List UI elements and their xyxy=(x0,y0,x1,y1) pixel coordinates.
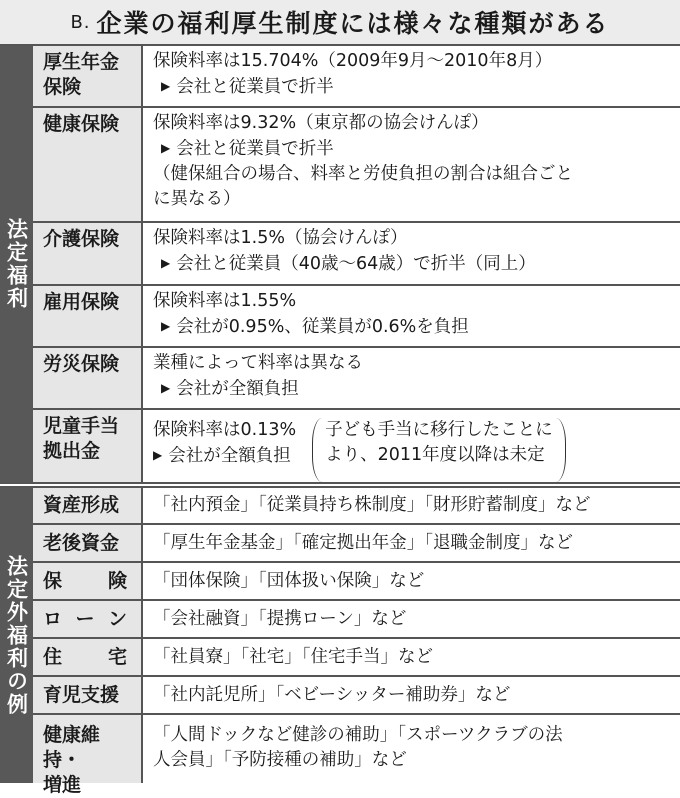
rate-text: 保険料率は15.704%（2009年9月～2010年8月） xyxy=(153,51,553,71)
triangle-right-icon: ▶ xyxy=(161,256,171,270)
rate-text: 業種によって料率は異なる xyxy=(153,353,363,373)
row-content: 「会社融資」「提携ローン」など xyxy=(153,608,407,629)
nonlegal-welfare-side-label: 法定外福利の例 xyxy=(0,488,33,783)
burden-text: 会社と従業員で折半 xyxy=(176,139,334,159)
triangle-right-icon: ▶ xyxy=(161,141,171,155)
title-prefix: B. xyxy=(70,11,91,33)
burden-text: 会社と従業員で折半 xyxy=(176,77,334,97)
row-content: 「社員寮」「社宅」「住宅手当」など xyxy=(153,646,433,667)
legal-row-workers-comp xyxy=(33,348,680,410)
legal-row-pension xyxy=(33,46,680,108)
nonlegal-row-childcare xyxy=(33,677,680,715)
legal-welfare-side-label: 法定福利 xyxy=(0,46,33,482)
row-content xyxy=(143,410,680,482)
legal-row-employment xyxy=(33,286,680,348)
nonlegal-row-housing xyxy=(33,639,680,677)
bracket-note: 子ども手当に移行したことに より、2011年度以降は未定 xyxy=(312,418,566,482)
row-label: 保 険 xyxy=(33,563,143,599)
burden-text: 会社が全額負担 xyxy=(176,379,299,399)
burden-text: 会社が全額負担 xyxy=(168,446,291,466)
page-title: 企業の福利厚生制度には様々な種類がある xyxy=(96,9,610,38)
triangle-right-icon: ▶ xyxy=(153,448,163,462)
row-label: ロ ー ン xyxy=(33,601,143,637)
rate-text: 保険料率は0.13% xyxy=(153,420,297,440)
rate-text: 保険料率は1.5%（協会けんぽ） xyxy=(153,228,408,248)
nonlegal-row-retirement xyxy=(33,525,680,563)
row-label: 健康保険 xyxy=(33,108,143,221)
row-content xyxy=(143,46,680,106)
row-label: 雇用保険 xyxy=(33,286,143,346)
row-content: 「団体保険」「団体扱い保険」など xyxy=(153,570,425,591)
row-label: 育児支援 xyxy=(33,677,143,713)
legal-row-health xyxy=(33,108,680,223)
row-label: 健康維持・ 増進 xyxy=(33,715,143,783)
nonlegal-welfare-section xyxy=(0,488,680,796)
legal-row-child-allowance xyxy=(33,410,680,482)
triangle-right-icon: ▶ xyxy=(161,381,171,395)
row-label: 厚生年金 保険 xyxy=(33,46,143,106)
title-bar xyxy=(0,0,680,46)
row-label: 労災保険 xyxy=(33,348,143,408)
nonlegal-row-asset xyxy=(33,488,680,525)
row-content xyxy=(143,108,680,221)
legal-row-nursing xyxy=(33,223,680,286)
nonlegal-row-health xyxy=(33,715,680,796)
row-label: 介護保険 xyxy=(33,223,143,284)
row-content: 「人間ドックなど健診の補助」「スポーツクラブの法 人会員」「予防接種の補助」など xyxy=(153,725,563,770)
burden-text: 会社が0.95%、従業員が0.6%を負担 xyxy=(176,317,469,337)
triangle-right-icon: ▶ xyxy=(161,319,171,333)
note-text: に異なる） xyxy=(153,189,241,209)
row-content: 「社内託児所」「ベビーシッター補助券」など xyxy=(153,684,511,705)
row-label: 資産形成 xyxy=(33,488,143,523)
row-content xyxy=(143,348,680,408)
row-content xyxy=(143,286,680,346)
note-text: （健保組合の場合、料率と労使負担の割合は組合ごと xyxy=(153,164,573,184)
row-label: 児童手当 拠出金 xyxy=(33,410,143,482)
row-content: 「厚生年金基金」「確定拠出年金」「退職金制度」など xyxy=(153,532,573,553)
rate-text: 保険料率は9.32%（東京都の協会けんぽ） xyxy=(153,113,489,133)
row-label: 住 宅 xyxy=(33,639,143,675)
nonlegal-row-insurance xyxy=(33,563,680,601)
burden-text: 会社と従業員（40歳～64歳）で折半（同上） xyxy=(176,254,536,274)
triangle-right-icon: ▶ xyxy=(161,79,171,93)
row-content xyxy=(143,223,680,284)
row-label: 老後資金 xyxy=(33,525,143,561)
legal-welfare-section xyxy=(0,46,680,482)
nonlegal-row-loan xyxy=(33,601,680,639)
row-content: 「社内預金」「従業員持ち株制度」「財形貯蓄制度」など xyxy=(153,495,591,515)
rate-text: 保険料率は1.55% xyxy=(153,291,297,311)
